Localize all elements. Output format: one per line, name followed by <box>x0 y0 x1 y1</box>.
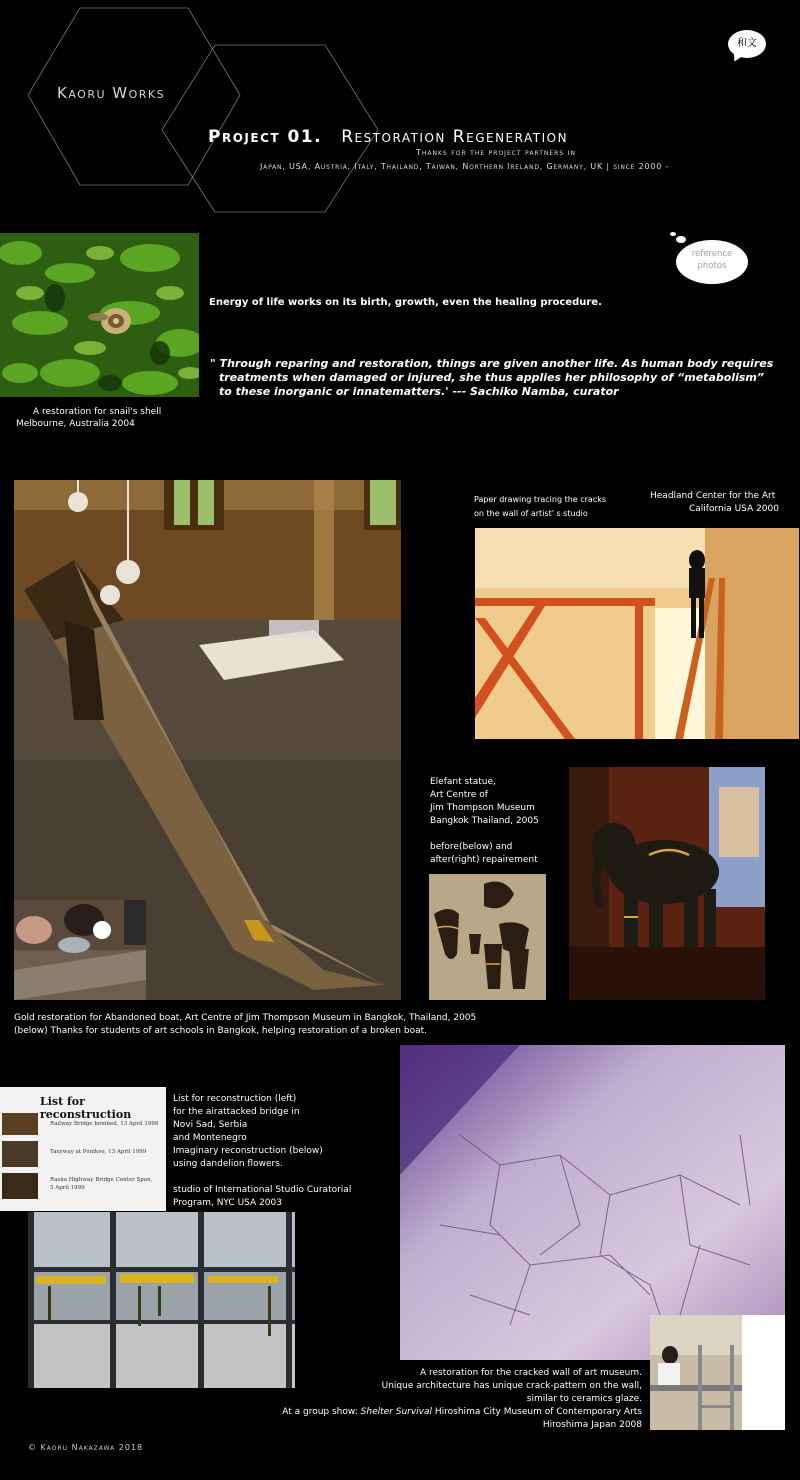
bridge-line-1: List for reconstruction (left) <box>173 1094 297 1104</box>
reconstruction-list-sheet <box>0 1087 166 1211</box>
reference-label-1: reference <box>691 249 733 259</box>
wall-line-2: Unique architecture has unique crack-pattern on the wall, <box>381 1381 642 1391</box>
sheet-row-3: Raska Highway Bridge Center Span, <box>50 1177 153 1183</box>
headland-right-line2: California USA 2000 <box>689 504 779 514</box>
quote-line-2: treatments when damaged or injured, she thus applies her philosophy of “metabolism” <box>219 371 764 384</box>
bridge-line-8: Program, NYC USA 2003 <box>173 1198 282 1208</box>
project-number: Project 01. <box>208 127 323 147</box>
bridge-line-3: Novi Sad, Serbia <box>173 1120 248 1130</box>
snail-caption-line1: A restoration for snail's shell <box>33 407 162 417</box>
sheet-row-2: Taxyway at Ponikve, 13 April 1999 <box>50 1149 147 1155</box>
sheet-title: List for reconstruction <box>40 1095 132 1121</box>
quote-line-1: " Through reparing and restoration, things are given another life. As human body requires <box>210 357 774 370</box>
project-heading <box>208 127 568 147</box>
elephant-line-3: Jim Thompson Museum <box>430 803 535 813</box>
wall-line-4c: Hiroshima City Museum of Contemporary Arts <box>432 1407 642 1417</box>
reference-photos-link[interactable] <box>676 240 748 284</box>
sheet-row-1: Railway Bridge bombed, 13 April 1999 <box>50 1121 159 1127</box>
cracked-wall-photo <box>400 1045 785 1360</box>
headland-left-line2: on the wall of artist' s studio <box>474 509 588 518</box>
thanks-line: Thanks for the project partners in <box>416 148 576 157</box>
headland-left-line1: Paper drawing tracing the cracks <box>474 495 607 504</box>
bridge-caption <box>173 1093 351 1210</box>
boat-caption-line1: Gold restoration for Abandoned boat, Art Centre of Jim Thompson Museum in Bangkok, Thailand, 2005 <box>14 1013 477 1023</box>
bridge-line-5: Imaginary reconstruction (below) <box>173 1146 323 1156</box>
curator-quote <box>210 357 773 399</box>
wall-line-4 <box>270 1406 642 1419</box>
wall-line-5: Hiroshima Japan 2008 <box>542 1420 642 1430</box>
elephant-caption <box>430 776 539 867</box>
bridge-line-4: and Montenegro <box>173 1133 247 1143</box>
elephant-line-6: after(right) repairement <box>430 855 538 865</box>
elephant-line-4: Bangkok Thailand, 2005 <box>430 816 539 826</box>
headland-right-line1: Headland Center for the Art <box>650 491 776 501</box>
elephant-before-photo <box>429 874 546 1000</box>
copyright: © Kaoru Nakazawa 2018 <box>28 1443 144 1452</box>
elephant-after-photo <box>569 767 765 1000</box>
wall-line-3: similar to ceramics glaze. <box>526 1394 642 1404</box>
painter-on-scaffold-photo <box>650 1315 742 1430</box>
wall-line-1: A restoration for the cracked wall of art museum. <box>420 1368 642 1378</box>
japanese-language-button[interactable]: 和文 <box>728 30 766 58</box>
elephant-line-5: before(below) and <box>430 842 513 852</box>
sheet-thumb-1 <box>2 1113 38 1135</box>
project-title: Restoration Regeneration <box>341 127 569 147</box>
bridge-line-6: using dandelion flowers. <box>173 1159 283 1169</box>
intro-statement: Energy of life works on its birth, growth, even the healing procedure. <box>209 297 602 308</box>
brand-title[interactable]: Kaoru Works <box>57 84 166 102</box>
shelter-survival-title: Shelter Survival <box>360 1407 433 1417</box>
bridge-line-7: studio of International Studio Curatorial <box>173 1185 352 1195</box>
sheet-thumb-3 <box>2 1173 38 1199</box>
elephant-line-2: Art Centre of <box>430 790 488 800</box>
header-hexagon-decoration <box>0 0 800 240</box>
partner-countries: Japan, USA, Austria, Italy, Thailand, Taiwan, Northern Ireland, Germany, UK | since 2000 - <box>260 162 670 171</box>
wall-line-4a: At a group show: <box>282 1407 361 1417</box>
quote-line-3: to these inorganic or innatematters.' --- Sachiko Namba, curator <box>219 385 619 398</box>
sheet-thumb-2 <box>2 1141 38 1167</box>
boat-caption-line2: (below) Thanks for students of art schools in Bangkok, helping restoration of a broken boat. <box>14 1026 427 1036</box>
students-photo <box>14 900 146 1000</box>
white-corner-block <box>742 1315 785 1430</box>
dandelion-reconstruction-photo <box>28 1212 295 1388</box>
bridge-line-2: for the airattacked bridge in <box>173 1107 300 1117</box>
headland-studio-photo <box>475 528 799 739</box>
snail-caption-line2: Melbourne, Australia 2004 <box>16 419 135 429</box>
wall-caption <box>270 1367 642 1432</box>
snail-photo <box>0 233 199 397</box>
elephant-line-1: Elefant statue, <box>430 777 496 787</box>
sheet-row-3b: 5 April 1999 <box>50 1185 85 1191</box>
reference-label-2: photos <box>697 261 727 271</box>
